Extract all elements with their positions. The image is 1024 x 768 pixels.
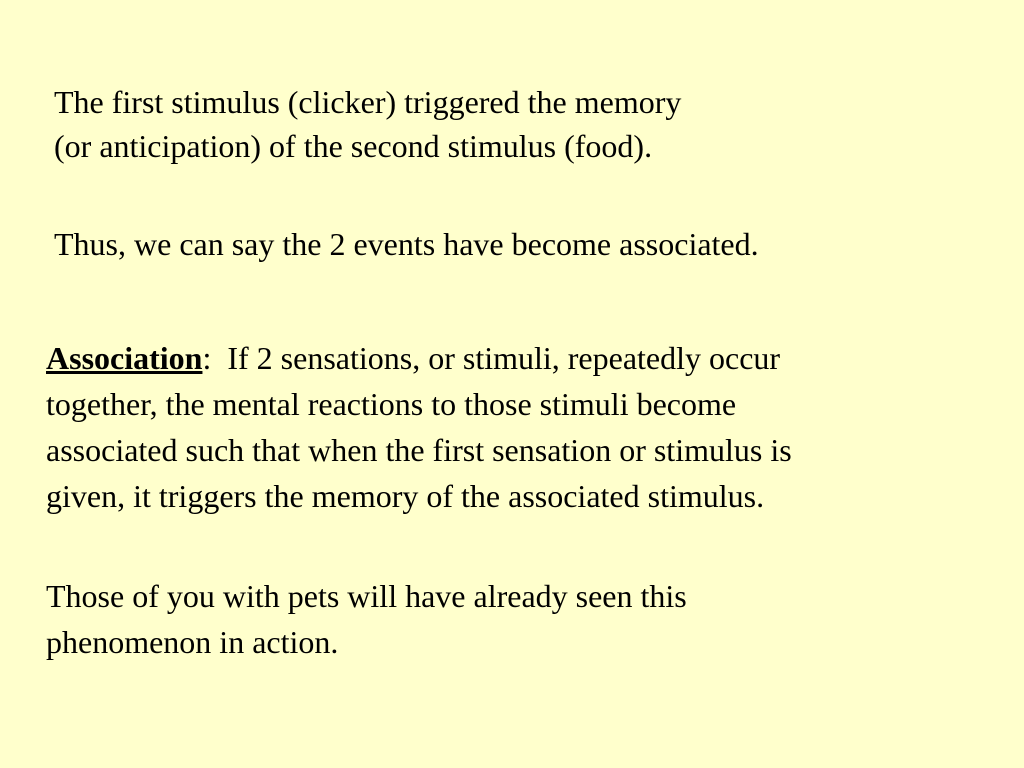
definition-line-2: together, the mental reactions to those stimuli become (46, 386, 737, 422)
conclusion-text: Thus, we can say the 2 events have become associated. (54, 226, 759, 262)
definition-line-1 (46, 335, 986, 381)
definition-line-3: associated such that when the first sensation or stimulus is (46, 432, 792, 468)
definition-line-4: given, it triggers the memory of the associated stimulus. (46, 478, 765, 514)
definition-colon: : (202, 340, 212, 376)
association-definition (46, 335, 986, 519)
definition-line-1-rest: If 2 sensations, or stimuli, repeatedly occur (227, 340, 781, 376)
intro-paragraph (54, 80, 994, 168)
pets-note-line-2: phenomenon in action. (46, 624, 339, 660)
definition-term: Association (46, 340, 203, 376)
pets-note (46, 573, 986, 665)
intro-line-1: The first stimulus (clicker) triggered the memory (54, 84, 682, 120)
intro-line-2: (or anticipation) of the second stimulus (food). (54, 128, 653, 164)
pets-note-line-1: Those of you with pets will have already seen this (46, 578, 687, 614)
